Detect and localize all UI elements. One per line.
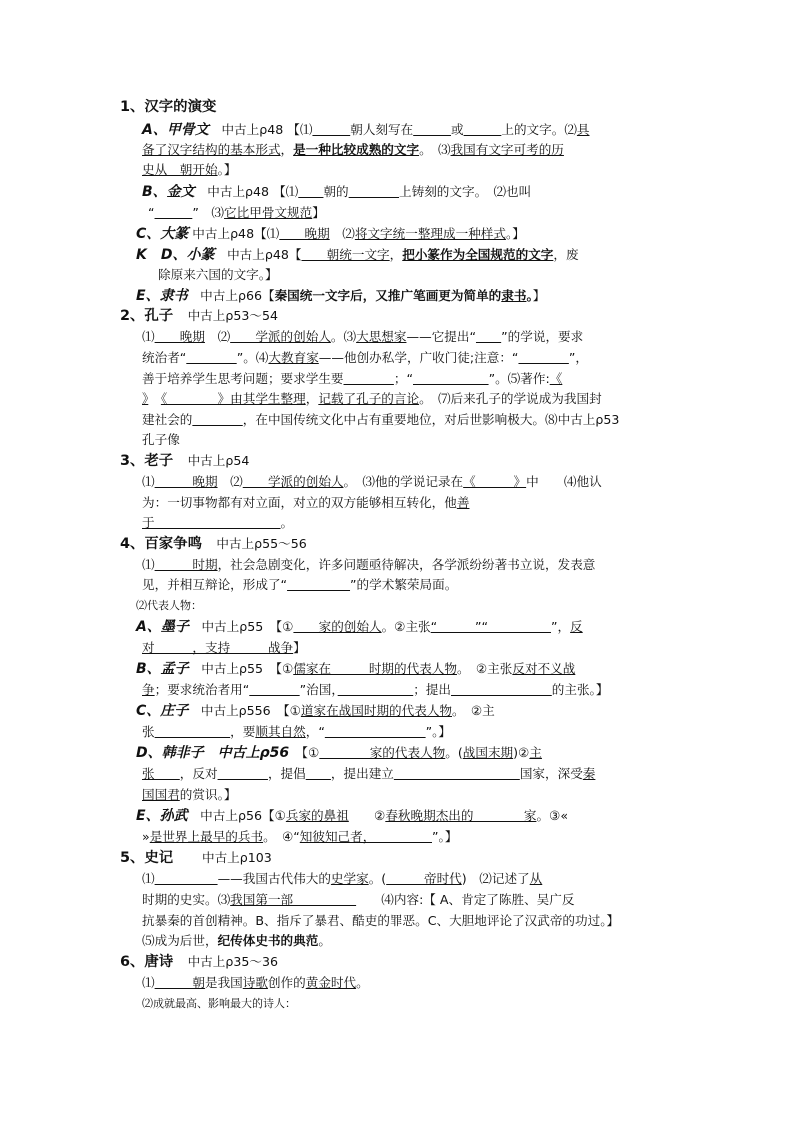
text-line: 对 ，支持 战争】 (142, 640, 306, 655)
text-line: 备了汉字结构的基本形式，是一种比较成熟的文字。 ⑶我国有文字可考的历 (142, 142, 564, 157)
text-line: ⑵成就最高、影响最大的诗人： (142, 997, 296, 1010)
item-d-small-seal: K D、小篆 中古上ρ48【 朝统一文字，把小篆作为全国规范的文字，废 (136, 247, 579, 263)
text-line: 国国君的赏识。】 (142, 787, 237, 802)
text-line: ⑴ 朝是我国诗歌创作的黄金时代。 (142, 975, 369, 990)
text-line: “ ” ⑶它比甲骨文规范】 (148, 205, 325, 220)
text-line: 史从 朝开始。】 (142, 162, 237, 177)
text-line: ⑴ 晚期 ⑵ 学派的创始人。 ⑶他的学说记录在《 》中 ⑷他认 (142, 474, 602, 489)
item-e-clerical: E、隶书 中古上ρ66【秦国统一文字后，又推广笔画更为简单的隶书。】 (136, 288, 546, 304)
text-line: 于 。 (142, 515, 294, 530)
section-1-heading: 1、汉字的演变 (120, 99, 217, 115)
text-line: 张 ，反对 ，提倡 ，提出建立 国家，深受秦 (142, 766, 596, 781)
item-c-great-seal: C、大篆 中古上ρ48【⑴ 晚期 ⑵将文字统一整理成一种样式。】 (136, 226, 525, 242)
text-line: 》 《 》由其学生整理，记载了孔子的言论。 ⑺后来孔子的学说成为我国封 (142, 391, 602, 406)
item-d-hanfeizi: D、韩非子 中古上ρ56 【① 家的代表人物。(战国末期)②主 (136, 745, 542, 761)
text-line: 张 ，要顺其自然，“ ”。】 (142, 724, 452, 739)
item-b-mencius: B、孟子 中古上ρ55 【①儒家在 时期的代表人物。 ②主张反对不义战 (136, 661, 576, 677)
text-line: 见，并相互辩论，形成了“ ”的学术繁荣局面。 (142, 577, 458, 592)
section-3-heading: 3、老子 中古上ρ54 (120, 453, 250, 469)
text-line: ⑴ 时期，社会急剧变化，许多问题亟待解决，各学派纷纷著书立说，发表意 (142, 557, 596, 572)
section-4-heading: 4、百家争鸣 中古上ρ55～56 (120, 536, 307, 552)
text-line: ⑴ ——我国古代伟大的史学家。( 帝时代) ⑵记述了从 (142, 871, 543, 886)
text-line: 建社会的 ，在中国传统文化中占有重要地位，对后世影响极大。⑻中古上ρ53 (142, 412, 620, 427)
section-2-heading: 2、孔子 中古上ρ53～54 (120, 308, 278, 324)
text-line: ⑴ 晚期 ⑵ 学派的创始人。⑶大思想家——它提出“ ”的学说，要求 (142, 329, 584, 344)
text-line: »是世界上最早的兵书。 ④“知彼知己者， ”。】 (142, 829, 458, 844)
item-a-oracle-bone: A、甲骨文 中古上ρ48 【⑴ 朝人刻写在 或 上的文字。⑵具 (142, 122, 590, 138)
text-line: 统治者“ ”。⑷大教育家——他创办私学，广收门徒;注意：“ ”， (142, 350, 588, 365)
text-line: 除原来六国的文字。】 (158, 267, 278, 282)
section-6-heading: 6、唐诗 中古上ρ35～36 (120, 954, 278, 970)
text-line: ⑵代表人物： (136, 599, 202, 612)
text-line: 为：一切事物都有对立面，对立的双方能够相互转化，他善 (142, 495, 470, 510)
section-5-heading: 5、史记 中古上ρ103 (120, 850, 272, 866)
item-a-mozi: A、墨子 中古上ρ55 【① 家的创始人。②主张“ ”“ ”，反 (136, 619, 583, 635)
item-e-sunwu: E、孙武 中古上ρ56【①兵家的鼻祖 ②春秋晚期杰出的 家。③« (136, 808, 569, 824)
item-b-bronze: B、金文 中古上ρ48 【⑴ 朝的 上铸刻的文字。 ⑵也叫 (142, 184, 532, 200)
text-line: ⑸成为后世，纪传体史书的典范。 (142, 933, 331, 948)
text-line: 争；要求统治者用“ ”治国， ；提出 的主张。】 (142, 682, 609, 697)
text-line: 孔子像 (142, 432, 180, 447)
text-line: 善于培养学生思考问题；要求学生要 ；“ ”。⑸著作:《 (142, 371, 563, 386)
item-c-zhuangzi: C、庄子 中古上ρ556 【①道家在战国时期的代表人物。 ②主 (136, 703, 495, 719)
text-line: 抗暴秦的首创精神。B、指斥了暴君、酷吏的罪恶。C、大胆地评论了汉武帝的功过。】 (142, 913, 620, 928)
text-line: 时期的史实。⑶我国第一部 ⑷内容:【 A、肯定了陈胜、吴广反 (142, 892, 575, 907)
